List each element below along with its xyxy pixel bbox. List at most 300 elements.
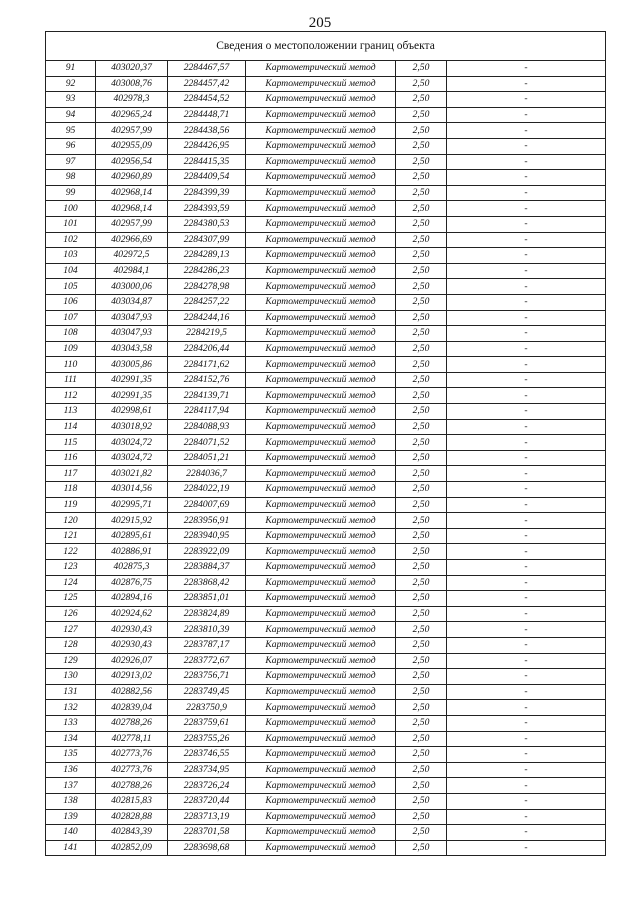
note-cell: - bbox=[447, 482, 606, 498]
table-row bbox=[46, 248, 606, 264]
coordinate-x-cell: 403020,37 bbox=[96, 61, 168, 77]
accuracy-cell: 2,50 bbox=[396, 326, 447, 342]
coordinate-x-cell: 402778,11 bbox=[96, 731, 168, 747]
note-cell: - bbox=[447, 606, 606, 622]
note-cell: - bbox=[447, 825, 606, 841]
accuracy-cell: 2,50 bbox=[396, 388, 447, 404]
coordinate-y-cell: 2283810,39 bbox=[168, 622, 246, 638]
coordinate-y-cell: 2283726,24 bbox=[168, 778, 246, 794]
method-cell: Картометрический метод bbox=[246, 92, 396, 108]
note-cell: - bbox=[447, 575, 606, 591]
coordinate-y-cell: 2283940,95 bbox=[168, 528, 246, 544]
note-cell: - bbox=[447, 326, 606, 342]
note-cell: - bbox=[447, 700, 606, 716]
point-number-cell: 118 bbox=[46, 482, 96, 498]
accuracy-cell: 2,50 bbox=[396, 248, 447, 264]
table-title-row bbox=[46, 32, 606, 61]
note-cell: - bbox=[447, 622, 606, 638]
table-row bbox=[46, 201, 606, 217]
accuracy-cell: 2,50 bbox=[396, 294, 447, 310]
method-cell: Картометрический метод bbox=[246, 700, 396, 716]
coordinate-y-cell: 2284071,52 bbox=[168, 435, 246, 451]
point-number-cell: 112 bbox=[46, 388, 96, 404]
accuracy-cell: 2,50 bbox=[396, 622, 447, 638]
table-row bbox=[46, 216, 606, 232]
coordinate-y-cell: 2284244,16 bbox=[168, 310, 246, 326]
coordinate-y-cell: 2284219,5 bbox=[168, 326, 246, 342]
coordinate-y-cell: 2283701,58 bbox=[168, 825, 246, 841]
table-row bbox=[46, 513, 606, 529]
table-row bbox=[46, 591, 606, 607]
point-number-cell: 115 bbox=[46, 435, 96, 451]
method-cell: Картометрический метод bbox=[246, 450, 396, 466]
coordinate-x-cell: 402828,88 bbox=[96, 809, 168, 825]
note-cell: - bbox=[447, 560, 606, 576]
point-number-cell: 94 bbox=[46, 107, 96, 123]
coordinate-x-cell: 402895,61 bbox=[96, 528, 168, 544]
point-number-cell: 114 bbox=[46, 419, 96, 435]
method-cell: Картометрический метод bbox=[246, 840, 396, 856]
note-cell: - bbox=[447, 528, 606, 544]
method-cell: Картометрический метод bbox=[246, 466, 396, 482]
accuracy-cell: 2,50 bbox=[396, 154, 447, 170]
table-row bbox=[46, 76, 606, 92]
point-number-cell: 124 bbox=[46, 575, 96, 591]
accuracy-cell: 2,50 bbox=[396, 341, 447, 357]
accuracy-cell: 2,50 bbox=[396, 528, 447, 544]
coordinate-x-cell: 402875,3 bbox=[96, 560, 168, 576]
coordinate-x-cell: 403024,72 bbox=[96, 450, 168, 466]
table-row bbox=[46, 793, 606, 809]
accuracy-cell: 2,50 bbox=[396, 606, 447, 622]
point-number-cell: 130 bbox=[46, 669, 96, 685]
coordinate-y-cell: 2284088,93 bbox=[168, 419, 246, 435]
point-number-cell: 121 bbox=[46, 528, 96, 544]
note-cell: - bbox=[447, 669, 606, 685]
table-row bbox=[46, 606, 606, 622]
accuracy-cell: 2,50 bbox=[396, 575, 447, 591]
accuracy-cell: 2,50 bbox=[396, 591, 447, 607]
method-cell: Картометрический метод bbox=[246, 201, 396, 217]
table-row bbox=[46, 61, 606, 77]
point-number-cell: 125 bbox=[46, 591, 96, 607]
note-cell: - bbox=[447, 637, 606, 653]
note-cell: - bbox=[447, 840, 606, 856]
method-cell: Картометрический метод bbox=[246, 809, 396, 825]
method-cell: Картометрический метод bbox=[246, 419, 396, 435]
method-cell: Картометрический метод bbox=[246, 528, 396, 544]
accuracy-cell: 2,50 bbox=[396, 482, 447, 498]
note-cell: - bbox=[447, 544, 606, 560]
coordinate-x-cell: 403005,86 bbox=[96, 357, 168, 373]
accuracy-cell: 2,50 bbox=[396, 731, 447, 747]
point-number-cell: 98 bbox=[46, 170, 96, 186]
coordinate-x-cell: 402957,99 bbox=[96, 123, 168, 139]
coordinate-x-cell: 402998,61 bbox=[96, 404, 168, 420]
accuracy-cell: 2,50 bbox=[396, 747, 447, 763]
point-number-cell: 122 bbox=[46, 544, 96, 560]
coordinate-x-cell: 403047,93 bbox=[96, 310, 168, 326]
point-number-cell: 99 bbox=[46, 185, 96, 201]
coordinate-x-cell: 402926,07 bbox=[96, 653, 168, 669]
point-number-cell: 108 bbox=[46, 326, 96, 342]
method-cell: Картометрический метод bbox=[246, 497, 396, 513]
coordinate-y-cell: 2283787,17 bbox=[168, 637, 246, 653]
coordinate-y-cell: 2283884,37 bbox=[168, 560, 246, 576]
note-cell: - bbox=[447, 61, 606, 77]
note-cell: - bbox=[447, 232, 606, 248]
note-cell: - bbox=[447, 404, 606, 420]
method-cell: Картометрический метод bbox=[246, 762, 396, 778]
coordinate-y-cell: 2284051,21 bbox=[168, 450, 246, 466]
table-row bbox=[46, 778, 606, 794]
point-number-cell: 123 bbox=[46, 560, 96, 576]
point-number-cell: 117 bbox=[46, 466, 96, 482]
note-cell: - bbox=[447, 294, 606, 310]
boundary-table bbox=[45, 31, 606, 856]
table-row bbox=[46, 669, 606, 685]
coordinate-x-cell: 403043,58 bbox=[96, 341, 168, 357]
table-row bbox=[46, 482, 606, 498]
coordinate-x-cell: 402773,76 bbox=[96, 747, 168, 763]
coordinate-y-cell: 2284448,71 bbox=[168, 107, 246, 123]
method-cell: Картометрический метод bbox=[246, 138, 396, 154]
table-row bbox=[46, 310, 606, 326]
method-cell: Картометрический метод bbox=[246, 123, 396, 139]
table-row bbox=[46, 762, 606, 778]
coordinate-x-cell: 403018,92 bbox=[96, 419, 168, 435]
table-row bbox=[46, 138, 606, 154]
page-number: 205 bbox=[308, 15, 332, 31]
point-number-cell: 95 bbox=[46, 123, 96, 139]
accuracy-cell: 2,50 bbox=[396, 466, 447, 482]
accuracy-cell: 2,50 bbox=[396, 419, 447, 435]
method-cell: Картометрический метод bbox=[246, 326, 396, 342]
coordinate-x-cell: 402788,26 bbox=[96, 778, 168, 794]
coordinate-y-cell: 2283922,09 bbox=[168, 544, 246, 560]
note-cell: - bbox=[447, 248, 606, 264]
method-cell: Картометрический метод bbox=[246, 684, 396, 700]
table-row bbox=[46, 731, 606, 747]
note-cell: - bbox=[447, 419, 606, 435]
accuracy-cell: 2,50 bbox=[396, 310, 447, 326]
coordinate-x-cell: 402924,62 bbox=[96, 606, 168, 622]
note-cell: - bbox=[447, 809, 606, 825]
point-number-cell: 111 bbox=[46, 372, 96, 388]
coordinate-x-cell: 402968,14 bbox=[96, 185, 168, 201]
coordinate-y-cell: 2283756,71 bbox=[168, 669, 246, 685]
method-cell: Картометрический метод bbox=[246, 591, 396, 607]
accuracy-cell: 2,50 bbox=[396, 357, 447, 373]
note-cell: - bbox=[447, 388, 606, 404]
method-cell: Картометрический метод bbox=[246, 232, 396, 248]
coordinate-y-cell: 2284278,98 bbox=[168, 279, 246, 295]
method-cell: Картометрический метод bbox=[246, 747, 396, 763]
coordinate-y-cell: 2284286,23 bbox=[168, 263, 246, 279]
point-number-cell: 93 bbox=[46, 92, 96, 108]
coordinate-x-cell: 403024,72 bbox=[96, 435, 168, 451]
coordinate-x-cell: 402984,1 bbox=[96, 263, 168, 279]
coordinate-x-cell: 402991,35 bbox=[96, 372, 168, 388]
coordinate-y-cell: 2283698,68 bbox=[168, 840, 246, 856]
coordinate-x-cell: 402876,75 bbox=[96, 575, 168, 591]
accuracy-cell: 2,50 bbox=[396, 778, 447, 794]
note-cell: - bbox=[447, 435, 606, 451]
coordinate-y-cell: 2284409,54 bbox=[168, 170, 246, 186]
note-cell: - bbox=[447, 341, 606, 357]
point-number-cell: 116 bbox=[46, 450, 96, 466]
coordinate-y-cell: 2284206,44 bbox=[168, 341, 246, 357]
table-row bbox=[46, 419, 606, 435]
method-cell: Картометрический метод bbox=[246, 778, 396, 794]
point-number-cell: 141 bbox=[46, 840, 96, 856]
coordinate-y-cell: 2283868,42 bbox=[168, 575, 246, 591]
accuracy-cell: 2,50 bbox=[396, 669, 447, 685]
accuracy-cell: 2,50 bbox=[396, 497, 447, 513]
accuracy-cell: 2,50 bbox=[396, 684, 447, 700]
table-row bbox=[46, 450, 606, 466]
note-cell: - bbox=[447, 466, 606, 482]
table-row bbox=[46, 747, 606, 763]
note-cell: - bbox=[447, 762, 606, 778]
coordinate-x-cell: 402957,99 bbox=[96, 216, 168, 232]
coordinate-y-cell: 2283851,01 bbox=[168, 591, 246, 607]
coordinate-y-cell: 2284454,52 bbox=[168, 92, 246, 108]
point-number-cell: 91 bbox=[46, 61, 96, 77]
coordinate-y-cell: 2283713,19 bbox=[168, 809, 246, 825]
coordinate-y-cell: 2284426,95 bbox=[168, 138, 246, 154]
point-number-cell: 120 bbox=[46, 513, 96, 529]
coordinate-y-cell: 2283750,9 bbox=[168, 700, 246, 716]
accuracy-cell: 2,50 bbox=[396, 185, 447, 201]
method-cell: Картометрический метод bbox=[246, 216, 396, 232]
note-cell: - bbox=[447, 513, 606, 529]
accuracy-cell: 2,50 bbox=[396, 170, 447, 186]
accuracy-cell: 2,50 bbox=[396, 61, 447, 77]
note-cell: - bbox=[447, 715, 606, 731]
method-cell: Картометрический метод bbox=[246, 435, 396, 451]
coordinate-x-cell: 402882,56 bbox=[96, 684, 168, 700]
coordinate-x-cell: 402788,26 bbox=[96, 715, 168, 731]
table-row bbox=[46, 341, 606, 357]
method-cell: Картометрический метод bbox=[246, 669, 396, 685]
table-row bbox=[46, 185, 606, 201]
note-cell: - bbox=[447, 107, 606, 123]
method-cell: Картометрический метод bbox=[246, 388, 396, 404]
table-row bbox=[46, 715, 606, 731]
point-number-cell: 135 bbox=[46, 747, 96, 763]
table-row bbox=[46, 497, 606, 513]
accuracy-cell: 2,50 bbox=[396, 138, 447, 154]
table-row bbox=[46, 466, 606, 482]
note-cell: - bbox=[447, 793, 606, 809]
table-row bbox=[46, 404, 606, 420]
coordinate-y-cell: 2283734,95 bbox=[168, 762, 246, 778]
table-row bbox=[46, 560, 606, 576]
table-row bbox=[46, 684, 606, 700]
point-number-cell: 119 bbox=[46, 497, 96, 513]
coordinate-x-cell: 402894,16 bbox=[96, 591, 168, 607]
coordinate-y-cell: 2284022,19 bbox=[168, 482, 246, 498]
coordinate-x-cell: 402852,09 bbox=[96, 840, 168, 856]
note-cell: - bbox=[447, 201, 606, 217]
accuracy-cell: 2,50 bbox=[396, 404, 447, 420]
coordinate-x-cell: 402773,76 bbox=[96, 762, 168, 778]
table-row bbox=[46, 637, 606, 653]
coordinate-y-cell: 2284289,13 bbox=[168, 248, 246, 264]
table-row bbox=[46, 232, 606, 248]
point-number-cell: 102 bbox=[46, 232, 96, 248]
method-cell: Картометрический метод bbox=[246, 825, 396, 841]
accuracy-cell: 2,50 bbox=[396, 700, 447, 716]
accuracy-cell: 2,50 bbox=[396, 762, 447, 778]
coordinate-y-cell: 2284257,22 bbox=[168, 294, 246, 310]
coordinate-y-cell: 2284457,42 bbox=[168, 76, 246, 92]
coordinate-x-cell: 402966,69 bbox=[96, 232, 168, 248]
accuracy-cell: 2,50 bbox=[396, 637, 447, 653]
note-cell: - bbox=[447, 216, 606, 232]
method-cell: Картометрический метод bbox=[246, 622, 396, 638]
coordinate-y-cell: 2284139,71 bbox=[168, 388, 246, 404]
note-cell: - bbox=[447, 372, 606, 388]
note-cell: - bbox=[447, 170, 606, 186]
coordinate-x-cell: 402886,91 bbox=[96, 544, 168, 560]
coordinate-y-cell: 2284380,53 bbox=[168, 216, 246, 232]
note-cell: - bbox=[447, 653, 606, 669]
point-number-cell: 132 bbox=[46, 700, 96, 716]
coordinate-x-cell: 402960,89 bbox=[96, 170, 168, 186]
note-cell: - bbox=[447, 154, 606, 170]
accuracy-cell: 2,50 bbox=[396, 123, 447, 139]
coordinate-x-cell: 403000,06 bbox=[96, 279, 168, 295]
table-row bbox=[46, 575, 606, 591]
coordinate-y-cell: 2284117,94 bbox=[168, 404, 246, 420]
point-number-cell: 127 bbox=[46, 622, 96, 638]
method-cell: Картометрический метод bbox=[246, 482, 396, 498]
coordinate-y-cell: 2283720,44 bbox=[168, 793, 246, 809]
note-cell: - bbox=[447, 185, 606, 201]
accuracy-cell: 2,50 bbox=[396, 809, 447, 825]
note-cell: - bbox=[447, 279, 606, 295]
accuracy-cell: 2,50 bbox=[396, 76, 447, 92]
method-cell: Картометрический метод bbox=[246, 61, 396, 77]
coordinate-y-cell: 2283956,91 bbox=[168, 513, 246, 529]
method-cell: Картометрический метод bbox=[246, 715, 396, 731]
table-row bbox=[46, 528, 606, 544]
point-number-cell: 128 bbox=[46, 637, 96, 653]
coordinate-y-cell: 2284007,69 bbox=[168, 497, 246, 513]
accuracy-cell: 2,50 bbox=[396, 793, 447, 809]
accuracy-cell: 2,50 bbox=[396, 840, 447, 856]
note-cell: - bbox=[447, 310, 606, 326]
table-row bbox=[46, 357, 606, 373]
method-cell: Картометрический метод bbox=[246, 372, 396, 388]
coordinate-x-cell: 402972,5 bbox=[96, 248, 168, 264]
note-cell: - bbox=[447, 684, 606, 700]
accuracy-cell: 2,50 bbox=[396, 450, 447, 466]
point-number-cell: 133 bbox=[46, 715, 96, 731]
coordinate-x-cell: 402955,09 bbox=[96, 138, 168, 154]
method-cell: Картометрический метод bbox=[246, 263, 396, 279]
point-number-cell: 139 bbox=[46, 809, 96, 825]
table-title: Сведения о местоположении границ объекта bbox=[46, 32, 606, 61]
method-cell: Картометрический метод bbox=[246, 560, 396, 576]
table-row bbox=[46, 622, 606, 638]
accuracy-cell: 2,50 bbox=[396, 263, 447, 279]
method-cell: Картометрический метод bbox=[246, 248, 396, 264]
note-cell: - bbox=[447, 138, 606, 154]
point-number-cell: 131 bbox=[46, 684, 96, 700]
accuracy-cell: 2,50 bbox=[396, 232, 447, 248]
point-number-cell: 129 bbox=[46, 653, 96, 669]
method-cell: Картометрический метод bbox=[246, 575, 396, 591]
note-cell: - bbox=[447, 747, 606, 763]
coordinate-y-cell: 2284393,59 bbox=[168, 201, 246, 217]
point-number-cell: 140 bbox=[46, 825, 96, 841]
note-cell: - bbox=[447, 92, 606, 108]
point-number-cell: 113 bbox=[46, 404, 96, 420]
method-cell: Картометрический метод bbox=[246, 170, 396, 186]
point-number-cell: 109 bbox=[46, 341, 96, 357]
table-row bbox=[46, 840, 606, 856]
accuracy-cell: 2,50 bbox=[396, 435, 447, 451]
coordinate-x-cell: 402843,39 bbox=[96, 825, 168, 841]
accuracy-cell: 2,50 bbox=[396, 201, 447, 217]
table-row bbox=[46, 123, 606, 139]
table-row bbox=[46, 170, 606, 186]
method-cell: Картометрический метод bbox=[246, 793, 396, 809]
method-cell: Картометрический метод bbox=[246, 544, 396, 560]
note-cell: - bbox=[447, 76, 606, 92]
coordinate-y-cell: 2284171,62 bbox=[168, 357, 246, 373]
coordinate-x-cell: 402839,04 bbox=[96, 700, 168, 716]
coordinate-y-cell: 2283772,67 bbox=[168, 653, 246, 669]
point-number-cell: 97 bbox=[46, 154, 96, 170]
coordinate-x-cell: 402978,3 bbox=[96, 92, 168, 108]
table-row bbox=[46, 107, 606, 123]
coordinate-y-cell: 2284152,76 bbox=[168, 372, 246, 388]
table-row bbox=[46, 263, 606, 279]
coordinate-x-cell: 403008,76 bbox=[96, 76, 168, 92]
accuracy-cell: 2,50 bbox=[396, 544, 447, 560]
table-row bbox=[46, 809, 606, 825]
table-row bbox=[46, 388, 606, 404]
coordinate-x-cell: 403014,56 bbox=[96, 482, 168, 498]
method-cell: Картометрический метод bbox=[246, 279, 396, 295]
method-cell: Картометрический метод bbox=[246, 404, 396, 420]
table-row bbox=[46, 279, 606, 295]
table-row bbox=[46, 825, 606, 841]
note-cell: - bbox=[447, 357, 606, 373]
point-number-cell: 92 bbox=[46, 76, 96, 92]
method-cell: Картометрический метод bbox=[246, 294, 396, 310]
accuracy-cell: 2,50 bbox=[396, 560, 447, 576]
method-cell: Картометрический метод bbox=[246, 606, 396, 622]
method-cell: Картометрический метод bbox=[246, 76, 396, 92]
table-row bbox=[46, 154, 606, 170]
coordinate-y-cell: 2283746,55 bbox=[168, 747, 246, 763]
coordinate-x-cell: 403047,93 bbox=[96, 326, 168, 342]
method-cell: Картометрический метод bbox=[246, 357, 396, 373]
note-cell: - bbox=[447, 497, 606, 513]
method-cell: Картометрический метод bbox=[246, 731, 396, 747]
coordinate-x-cell: 402991,35 bbox=[96, 388, 168, 404]
accuracy-cell: 2,50 bbox=[396, 216, 447, 232]
coordinate-x-cell: 402930,43 bbox=[96, 637, 168, 653]
point-number-cell: 134 bbox=[46, 731, 96, 747]
coordinate-y-cell: 2284467,57 bbox=[168, 61, 246, 77]
method-cell: Картометрический метод bbox=[246, 341, 396, 357]
